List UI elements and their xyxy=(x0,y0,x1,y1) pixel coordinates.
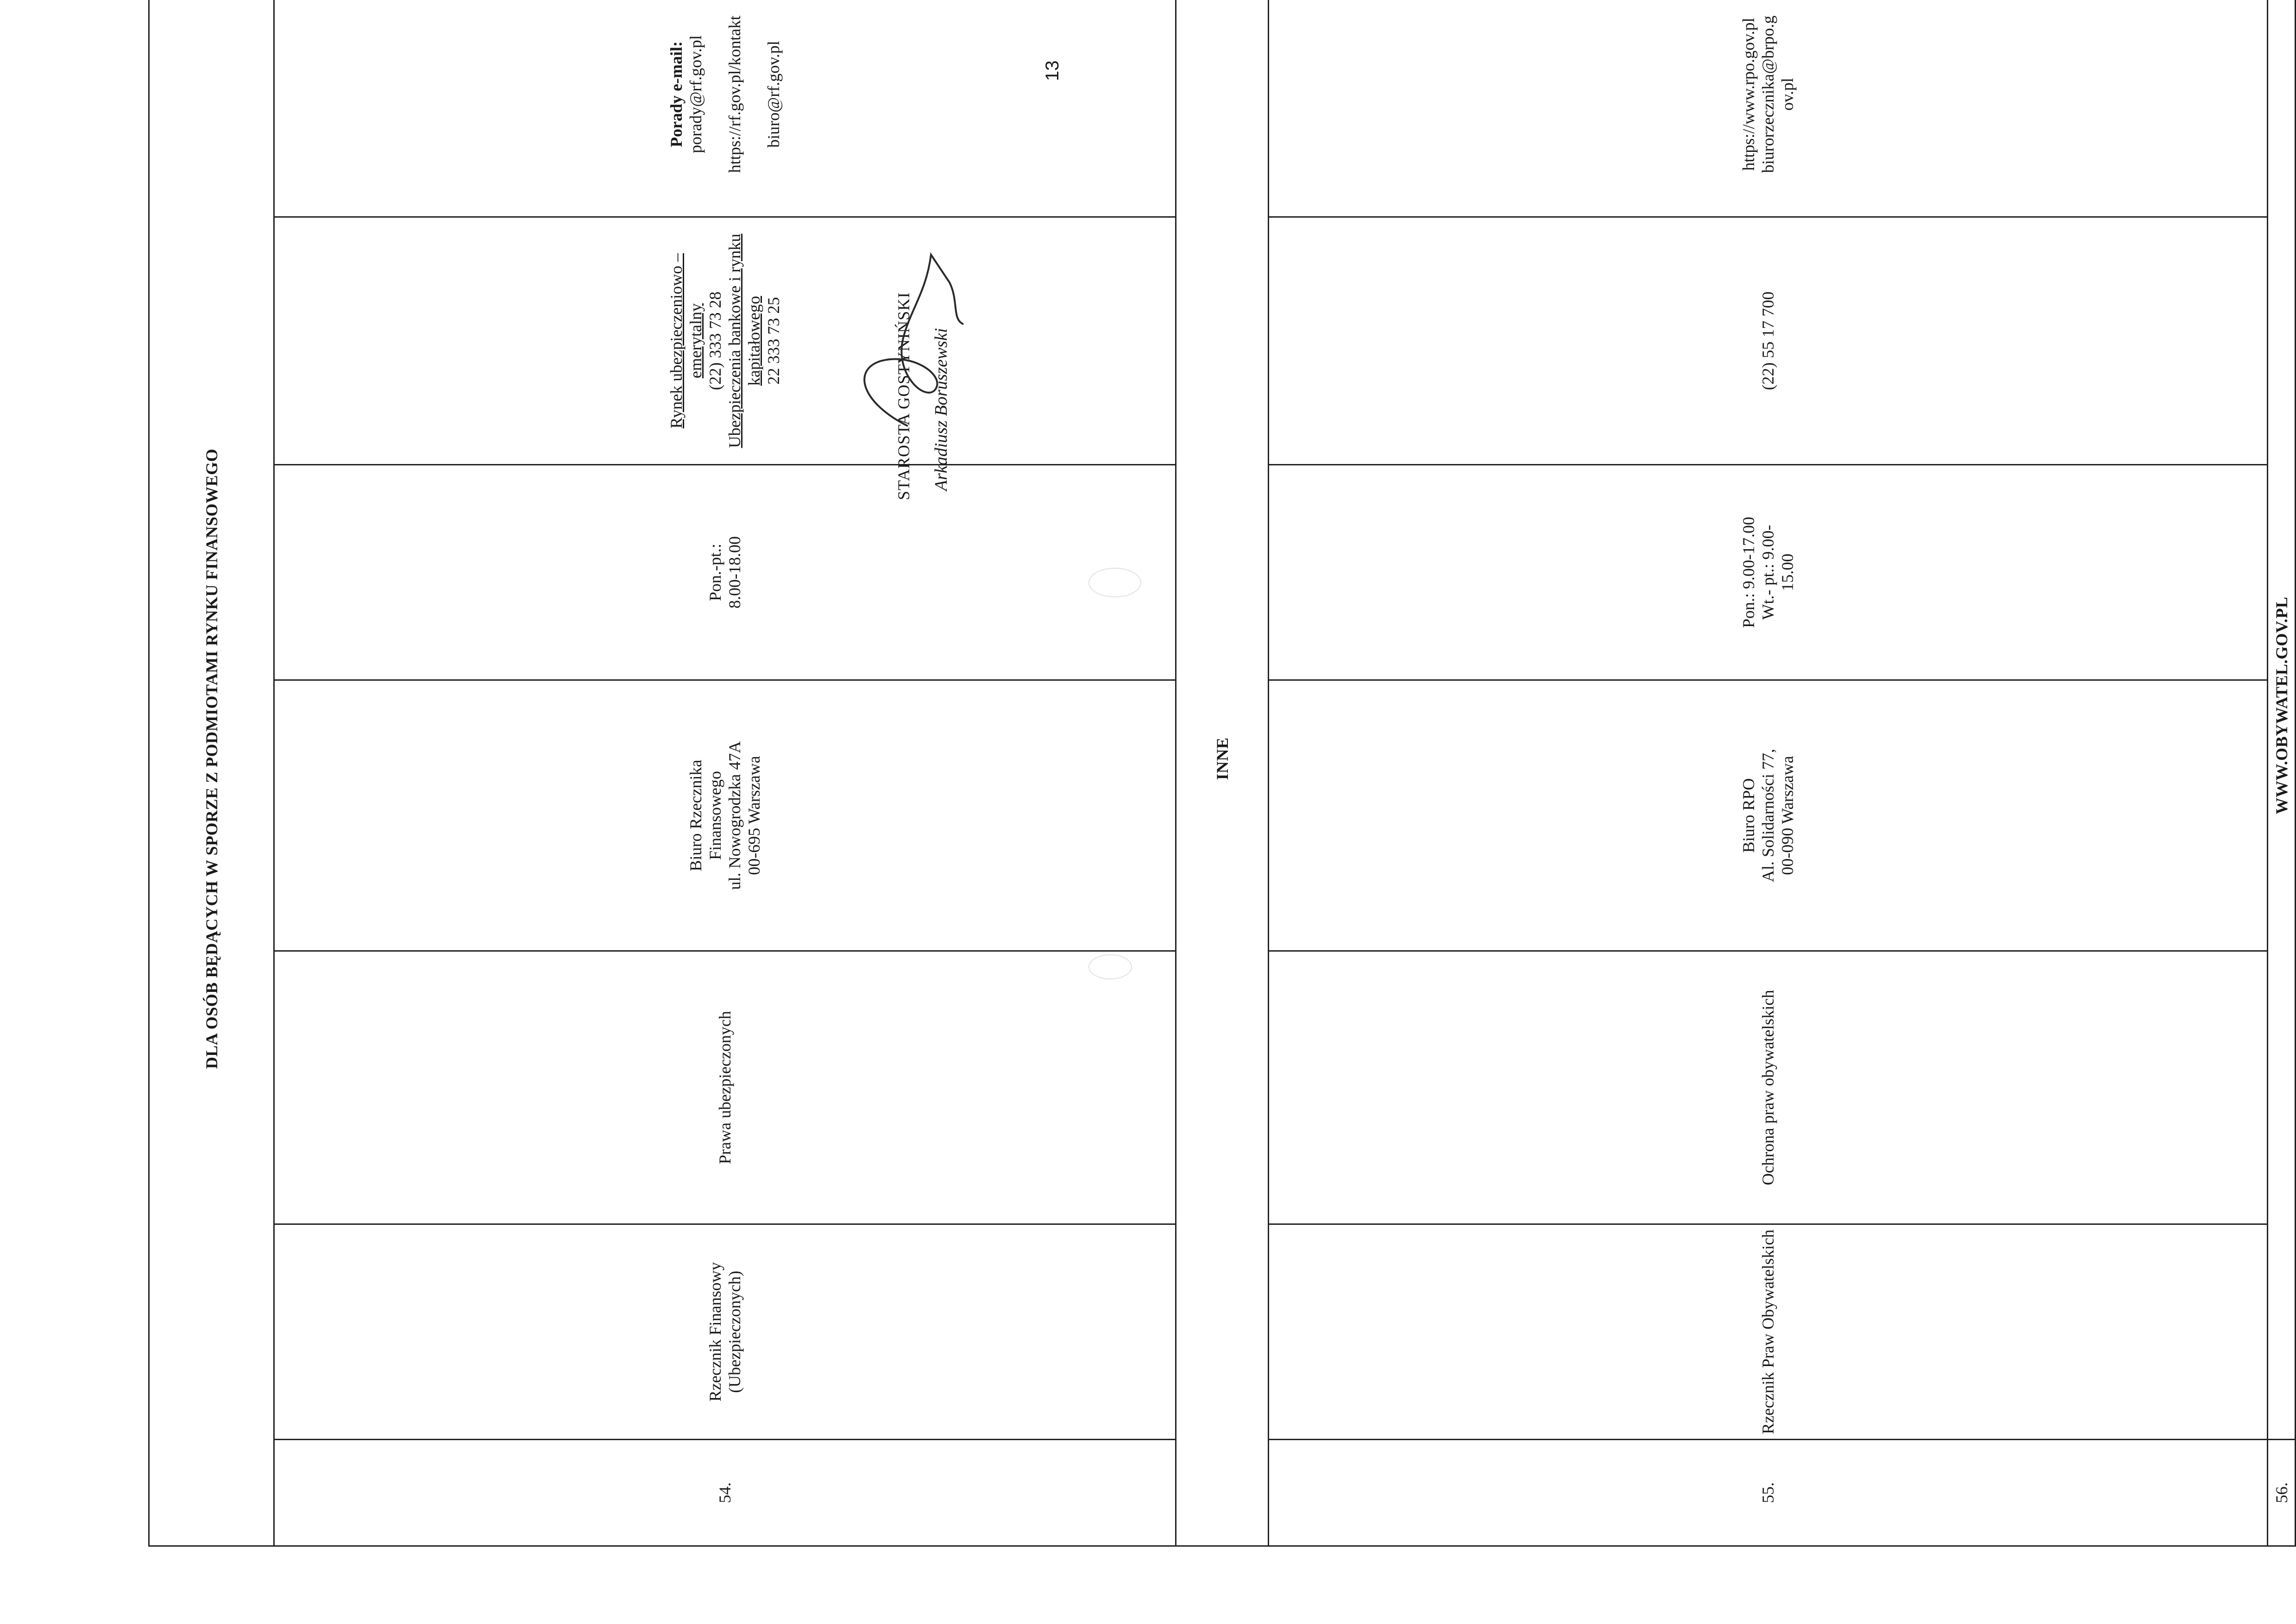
address-line: Finansowego xyxy=(706,771,724,860)
institution-address xyxy=(1269,680,2268,951)
row-number: 54. xyxy=(274,1440,1176,1546)
contact-info xyxy=(274,0,1176,217)
institutions-table xyxy=(148,0,2296,1547)
section-row-financial xyxy=(149,0,274,1546)
row-number: 55. xyxy=(1269,1440,2268,1546)
signature-name: Arkadiusz Boruszewski xyxy=(931,328,951,491)
phone-label: Rynek ubezpieczeniowo – emerytalny xyxy=(667,253,705,429)
website-link[interactable]: https://rf.gov.pl/kontakt xyxy=(725,15,744,173)
section-title-other: INNE xyxy=(1176,0,1269,1546)
table-row-56 xyxy=(2268,0,2296,1546)
institution-scope: Prawa ubezpieczonych xyxy=(274,951,1176,1224)
hours-line: Pon.-pt.: xyxy=(706,544,724,602)
address-line: 00-695 Warszawa xyxy=(745,756,763,875)
phone-numbers xyxy=(274,217,1176,465)
section-title-financial: DLA OSÓB BĘDĄCYCH W SPORZE Z PODMIOTAMI RYNKU FINANSOWEGO xyxy=(149,0,274,1546)
website-link[interactable]: https://www.rpo.gov.pl xyxy=(1739,18,1758,171)
scan-artifact xyxy=(1088,954,1132,979)
row-number: 56. xyxy=(2268,1440,2296,1546)
email-link[interactable]: biuro@rf.gov.pl xyxy=(764,41,783,148)
handwritten-signature-icon xyxy=(852,236,973,431)
phone-label: Ubezpieczenia bankowe i rynku kapitałowego xyxy=(725,233,763,448)
address-line: 00-090 Warszawa xyxy=(1778,756,1797,875)
institution-scope: Ochrona praw obywatelskich xyxy=(1269,951,2268,1224)
rotated-page xyxy=(148,15,2291,1547)
address-line: Al. Solidarności 77, xyxy=(1759,749,1777,882)
contact-label: Porady e-mail: xyxy=(667,41,686,147)
phone-number: (22) 333 73 28 xyxy=(706,291,724,390)
institution-address xyxy=(274,680,1176,951)
address-line: ul. Nowogrodzka 47A xyxy=(725,741,744,890)
hours-line: 8.00-18.00 xyxy=(725,536,744,608)
phone-number: (22) 55 17 700 xyxy=(1269,217,2268,465)
section-row-other xyxy=(1176,0,1269,1546)
signature-block xyxy=(871,83,1010,500)
hours-line: Pon.: 9.00-17.00 xyxy=(1739,517,1758,628)
hours-line: Wt.- pt.: 9.00- xyxy=(1759,525,1777,620)
institution-name: Rzecznik Praw Obywatelskich xyxy=(1269,1224,2268,1440)
email-link[interactable]: porady@rf.gov.pl xyxy=(686,35,705,153)
address-line: Biuro RPO xyxy=(1739,778,1758,853)
page-number: 13 xyxy=(1042,60,1063,81)
phone-number: 22 333 73 25 xyxy=(764,297,783,385)
address-line: Biuro Rzecznika xyxy=(686,759,705,872)
signature-title: STAROSTA GOSTYNIŃSKI xyxy=(894,292,913,500)
table-row-55 xyxy=(1269,0,2268,1546)
table-row-54 xyxy=(274,0,1176,1546)
hours-line: 15.00 xyxy=(1778,553,1797,591)
contact-info xyxy=(1269,0,2268,217)
email-link-continued[interactable]: ov.pl xyxy=(1778,78,1797,111)
institution-name: Rzecznik Finansowy (Ubezpieczonych) xyxy=(274,1224,1176,1440)
scan-artifact xyxy=(1088,568,1141,597)
email-link[interactable]: biurorzecznika@brpo.g xyxy=(1759,15,1777,173)
obywatel-link[interactable]: WWW.OBYWATEL.GOV.PL xyxy=(2268,0,2296,1440)
opening-hours xyxy=(1269,465,2268,680)
opening-hours xyxy=(274,465,1176,680)
